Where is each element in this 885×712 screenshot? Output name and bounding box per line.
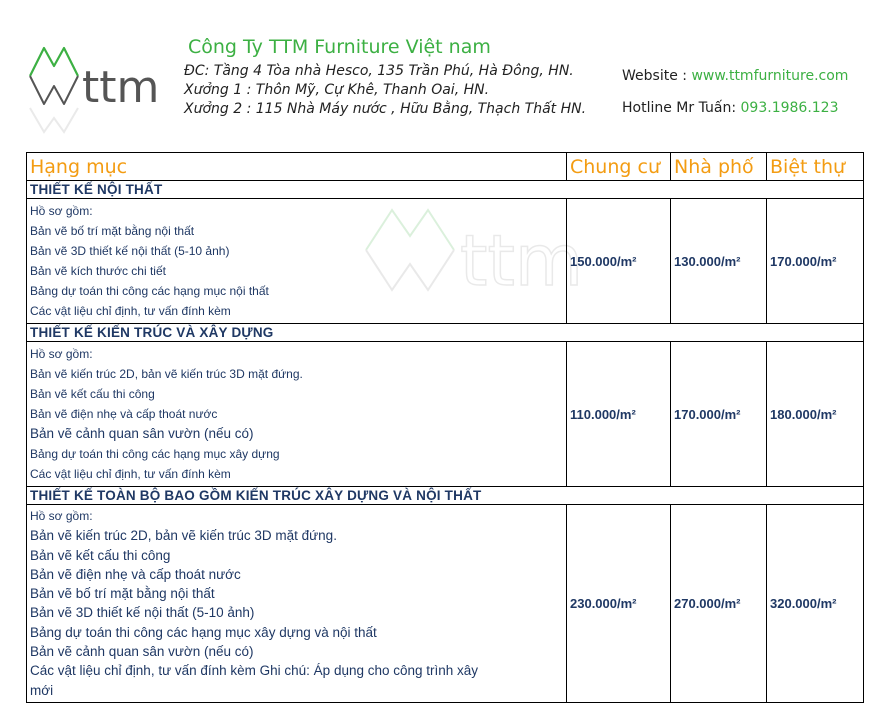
col-header-category: Hạng mục [27,153,567,181]
hotline-label: Hotline Mr Tuấn: [622,100,741,116]
col-header-apartment: Chung cư [567,153,671,181]
price-apartment: 150.000/m² [567,199,671,324]
list-item: Bản vẽ điện nhẹ và cấp thoát nước [30,407,218,421]
address-line: ĐC: Tầng 4 Tòa nhà Hesco, 135 Trần Phú, Hà Đông, HN. [184,63,574,79]
list-item: Các vật liệu chỉ định, tư vấn đính kèm [30,467,231,481]
workshop-2-line: Xưởng 2 : 115 Nhà Máy nước , Hữu Bằng, Thạch Thất HN. [184,101,587,117]
price-apartment: 110.000/m² [567,342,671,487]
list-item: Hồ sơ gồm: [30,347,93,361]
list-item: mới [30,682,54,698]
workshop-1-line: Xưởng 1 : Thôn Mỹ, Cự Khê, Thanh Oai, HN. [184,82,490,98]
table-row [27,199,864,324]
website-label: Website : [622,68,692,84]
website-line [622,68,848,84]
list-item: Bản vẽ kích thước chi tiết [30,264,166,278]
list-item: Bản vẽ bố trí mặt bằng nội thất [30,586,215,602]
col-header-townhouse: Nhà phố [671,153,767,181]
ttm-logo [26,36,171,136]
list-item: Bản vẽ kiến trúc 2D, bản vẽ kiến trúc 3D mặt đứng. [30,367,303,381]
list-item: Bản vẽ kết cấu thi công [30,387,155,401]
hotline-number[interactable]: 093.1986.123 [740,100,839,116]
section-items [27,505,567,703]
list-item: Hồ sơ gồm: [30,509,93,523]
section-title: THIẾT KẾ TOÀN BỘ BAO GỒM KIẾN TRÚC XÂY DỰNG VÀ NỘI THẤT [27,487,864,505]
section-items [27,199,567,324]
svg-text:ttm: ttm [460,220,584,302]
list-item: Các vật liệu chỉ định, tư vấn đính kèm [30,304,231,318]
list-item: Bản vẽ kết cấu thi công [30,547,171,563]
list-item: Bản vẽ 3D thiết kế nội thất (5-10 ảnh) [30,605,255,621]
table-header-row [27,153,864,181]
price-townhouse: 130.000/m² [671,199,767,324]
section-title-row [27,181,864,199]
list-item: Bảng dự toán thi công các hạng mục xây dựng [30,447,280,461]
list-item: Bản vẽ cảnh quan sân vườn (nếu có) [30,426,254,441]
svg-text:ttm: ttm [82,62,160,113]
col-header-villa: Biệt thự [767,153,864,181]
price-townhouse: 270.000/m² [671,505,767,703]
price-townhouse: 170.000/m² [671,342,767,487]
price-villa: 180.000/m² [767,342,864,487]
list-item: Bản vẽ cảnh quan sân vườn (nếu có) [30,644,254,660]
section-title-row [27,324,864,342]
price-table [26,152,864,703]
table-row [27,342,864,487]
list-item: Bản vẽ điện nhẹ và cấp thoát nước [30,566,241,582]
list-item: Bảng dự toán thi công các hạng mục xây dựng và nội thất [30,624,377,640]
company-name: Công Ty TTM Furniture Việt nam [188,36,491,58]
section-title: THIẾT KẾ KIẾN TRÚC VÀ XÂY DỰNG [27,324,864,342]
list-item: Bản vẽ bố trí mặt bằng nội thất [30,224,195,238]
section-items [27,342,567,487]
list-item: Hồ sơ gồm: [30,204,93,218]
price-villa: 320.000/m² [767,505,864,703]
price-villa: 170.000/m² [767,199,864,324]
list-item: Các vật liệu chỉ định, tư vấn đính kèm Ghi chú: Áp dụng cho công trình xây [30,663,479,679]
hotline-line [622,100,839,116]
list-item: Bản vẽ kiến trúc 2D, bản vẽ kiến trúc 3D mặt đứng. [30,528,337,544]
price-apartment: 230.000/m² [567,505,671,703]
section-title: THIẾT KẾ NỘI THẤT [27,181,864,199]
list-item: Bảng dự toán thi công các hạng mục nội thất [30,284,269,298]
website-link[interactable]: www.ttmfurniture.com [691,68,849,84]
table-row [27,505,864,703]
list-item: Bản vẽ 3D thiết kế nội thất (5-10 ảnh) [30,244,230,258]
section-title-row [27,487,864,505]
